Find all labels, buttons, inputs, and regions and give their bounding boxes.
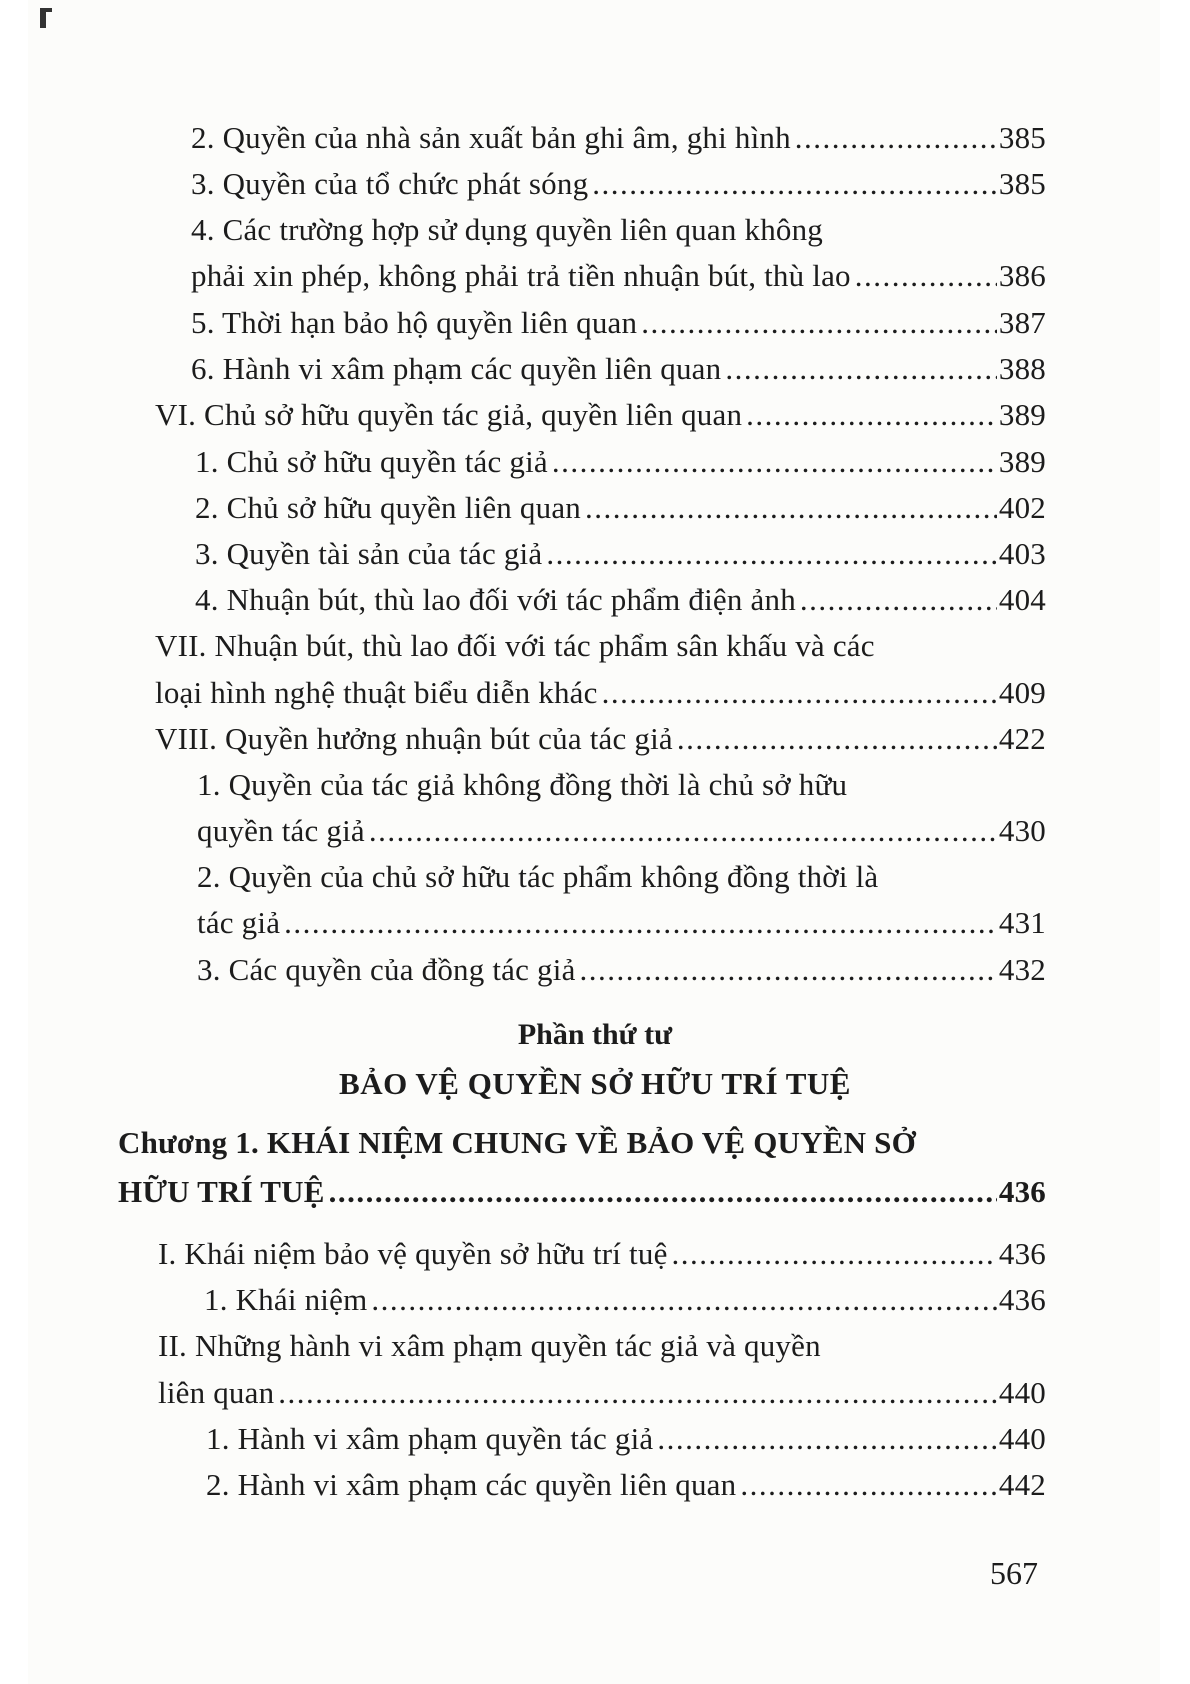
dot-leader xyxy=(641,304,997,342)
toc-entry-title: 1. Khái niệm xyxy=(204,1282,368,1317)
toc-entry xyxy=(158,1374,1046,1412)
toc-entry-title: VIII. Quyền hưởng nhuận bút của tác giả xyxy=(155,721,673,756)
dot-leader xyxy=(855,257,997,295)
toc-entry-title-line1: 1. Quyền của tác giả không đồng thời là chủ sở hữu xyxy=(197,767,848,802)
dot-leader xyxy=(740,1466,997,1504)
toc-entry-title: quyền tác giả xyxy=(197,813,365,848)
dot-leader xyxy=(800,581,997,619)
dot-leader xyxy=(369,812,997,850)
toc-entry xyxy=(155,720,1046,758)
toc-entry xyxy=(195,535,1046,573)
toc-entry-page: 442 xyxy=(998,1467,1046,1502)
toc-entry-page: 430 xyxy=(998,813,1046,848)
toc-entry xyxy=(155,396,1046,434)
toc-entry xyxy=(197,904,1046,942)
toc-entry xyxy=(158,1235,1046,1273)
toc-entry-title: 1. Hành vi xâm phạm quyền tác giả xyxy=(206,1421,654,1456)
toc-entry-title: 2. Quyền của nhà sản xuất bản ghi âm, ghi hình xyxy=(191,120,791,155)
toc-entry-page: 436 xyxy=(998,1236,1046,1271)
dot-leader xyxy=(672,1235,997,1273)
toc-entry-title-line1: 2. Quyền của chủ sở hữu tác phẩm không đồng thời là xyxy=(197,859,879,894)
toc-entry-title: 5. Thời hạn bảo hộ quyền liên quan xyxy=(191,305,638,340)
toc-entry-page: 431 xyxy=(998,905,1046,940)
toc-entry xyxy=(204,1281,1046,1319)
dot-leader xyxy=(329,1173,997,1211)
toc-entry-title: I. Khái niệm bảo vệ quyền sở hữu trí tuệ xyxy=(158,1236,668,1271)
toc-entry-title-line1: VII. Nhuận bút, thù lao đối với tác phẩm sân khấu và các xyxy=(155,628,875,663)
toc-entry-page: 386 xyxy=(998,258,1046,293)
toc-entry xyxy=(191,304,1046,342)
toc-entry-page: 440 xyxy=(998,1421,1046,1456)
toc-entry-title: phải xin phép, không phải trả tiền nhuận bút, thù lao xyxy=(191,258,851,293)
toc-entry xyxy=(197,951,1046,989)
toc-entry xyxy=(191,119,1046,157)
toc-entry-title: 3. Quyền tài sản của tác giả xyxy=(195,536,543,571)
page-number: 567 xyxy=(990,1555,1038,1591)
toc-entry-page: 422 xyxy=(998,721,1046,756)
toc-entry xyxy=(206,1420,1046,1458)
toc-entry-page: 404 xyxy=(998,582,1046,617)
toc-entry-title: VI. Chủ sở hữu quyền tác giả, quyền liên quan xyxy=(155,397,743,432)
dot-leader xyxy=(278,1374,997,1412)
toc-entry-title: 3. Các quyền của đồng tác giả xyxy=(197,952,576,987)
dot-leader xyxy=(546,535,997,573)
toc-entry xyxy=(195,489,1046,527)
toc-entry xyxy=(195,581,1046,619)
toc-entry xyxy=(191,165,1046,203)
dot-leader xyxy=(602,674,997,712)
toc-entry-title: liên quan xyxy=(158,1375,275,1410)
toc-entry-title-line1: 4. Các trường hợp sử dụng quyền liên quan không xyxy=(191,212,823,247)
dot-leader xyxy=(677,720,997,758)
toc-entry-page: 389 xyxy=(998,397,1046,432)
toc-entry-title: 2. Chủ sở hữu quyền liên quan xyxy=(195,490,581,525)
dot-leader xyxy=(284,904,997,942)
toc-entry-page: 436 xyxy=(998,1282,1046,1317)
dot-leader xyxy=(580,951,997,989)
toc-entry xyxy=(195,443,1046,481)
chapter-title: HỮU TRÍ TUỆ xyxy=(118,1174,325,1209)
toc-entry-title: 4. Nhuận bút, thù lao đối với tác phẩm điện ảnh xyxy=(195,582,796,617)
dot-leader xyxy=(725,350,997,388)
chapter-page: 436 xyxy=(998,1174,1046,1209)
dot-leader xyxy=(592,165,997,203)
dot-leader xyxy=(657,1420,997,1458)
toc-entry-page: 385 xyxy=(998,120,1046,155)
toc-entry-page: 387 xyxy=(998,305,1046,340)
corner-mark xyxy=(40,8,46,28)
toc-entry xyxy=(206,1466,1046,1504)
toc-entry-title: 1. Chủ sở hữu quyền tác giả xyxy=(195,444,548,479)
dot-leader xyxy=(552,443,997,481)
toc-entry-title-line1: II. Những hành vi xâm phạm quyền tác giả và quyền xyxy=(158,1328,821,1363)
part-label: Phần thứ tư xyxy=(517,1018,673,1051)
toc-entry-page: 402 xyxy=(998,490,1046,525)
toc-entry-page: 409 xyxy=(998,675,1046,710)
toc-entry xyxy=(191,257,1046,295)
toc-entry xyxy=(197,812,1046,850)
dot-leader xyxy=(585,489,997,527)
toc-entry-title: 6. Hành vi xâm phạm các quyền liên quan xyxy=(191,351,722,386)
toc-entry-page: 403 xyxy=(998,536,1046,571)
dot-leader xyxy=(371,1281,996,1319)
dot-leader xyxy=(795,119,997,157)
toc-entry-page: 388 xyxy=(998,351,1046,386)
part-title: BẢO VỆ QUYỀN SỞ HỮU TRÍ TUỆ xyxy=(339,1066,851,1101)
toc-entry-page: 385 xyxy=(998,166,1046,201)
chapter-entry xyxy=(118,1173,1046,1211)
toc-entry xyxy=(191,350,1046,388)
toc-entry-title: loại hình nghệ thuật biểu diễn khác xyxy=(155,675,598,710)
toc-entry-page: 432 xyxy=(998,952,1046,987)
toc-entry-page: 440 xyxy=(998,1375,1046,1410)
toc-entry-page: 389 xyxy=(998,444,1046,479)
toc-entry xyxy=(155,674,1046,712)
toc-entry-title: 3. Quyền của tổ chức phát sóng xyxy=(191,166,589,201)
chapter-title-line1: Chương 1. KHÁI NIỆM CHUNG VỀ BẢO VỆ QUYỀN SỞ xyxy=(118,1125,916,1160)
toc-entry-title: tác giả xyxy=(197,905,281,940)
dot-leader xyxy=(746,396,997,434)
toc-entry-title: 2. Hành vi xâm phạm các quyền liên quan xyxy=(206,1467,737,1502)
